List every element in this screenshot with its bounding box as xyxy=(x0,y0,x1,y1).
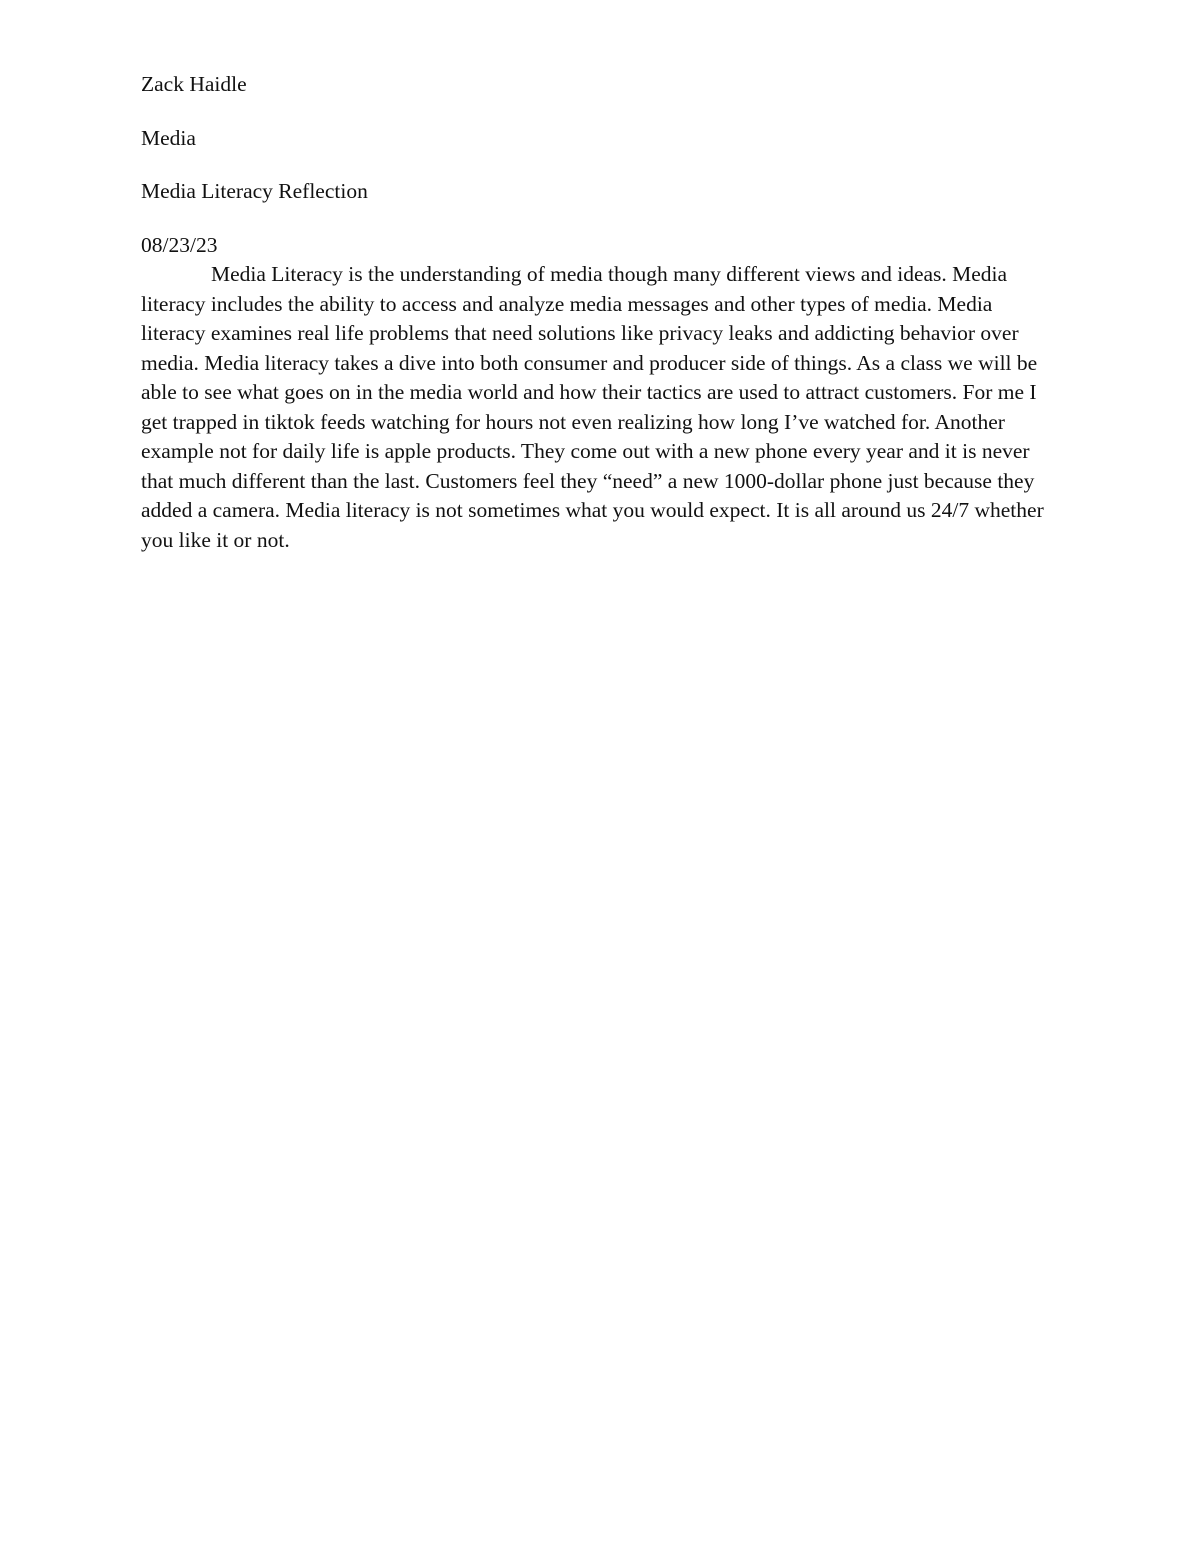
document-date: 08/23/23 xyxy=(141,232,218,257)
document-content xyxy=(141,70,1061,555)
author-name: Zack Haidle xyxy=(141,72,247,96)
document-title: Media Literacy Reflection xyxy=(141,179,368,203)
body-paragraph: Media Literacy is the understanding of media though many different views and ideas. Media literacy includes the ability to access and analyze media messages and other types of media. Media literacy examines real life problems that need solutions like privacy leaks and addicting behavior over media. Media literacy takes a dive into both consumer and producer side of things. As a class we will be able to see what goes on in the media world and how their tactics are used to attract customers. For me I get trapped in tiktok feeds watching for hours not even realizing how long I’ve watched for. Another example not for daily life is apple products. They come out with a new phone every year and it is never that much different than the last. Customers feel they “need” a new 1000-dollar phone just because they added a camera. Media literacy is not sometimes what you would expect. It is all around us 24/7 whether you like it or not. xyxy=(141,262,1044,552)
course-name: Media xyxy=(141,125,196,150)
